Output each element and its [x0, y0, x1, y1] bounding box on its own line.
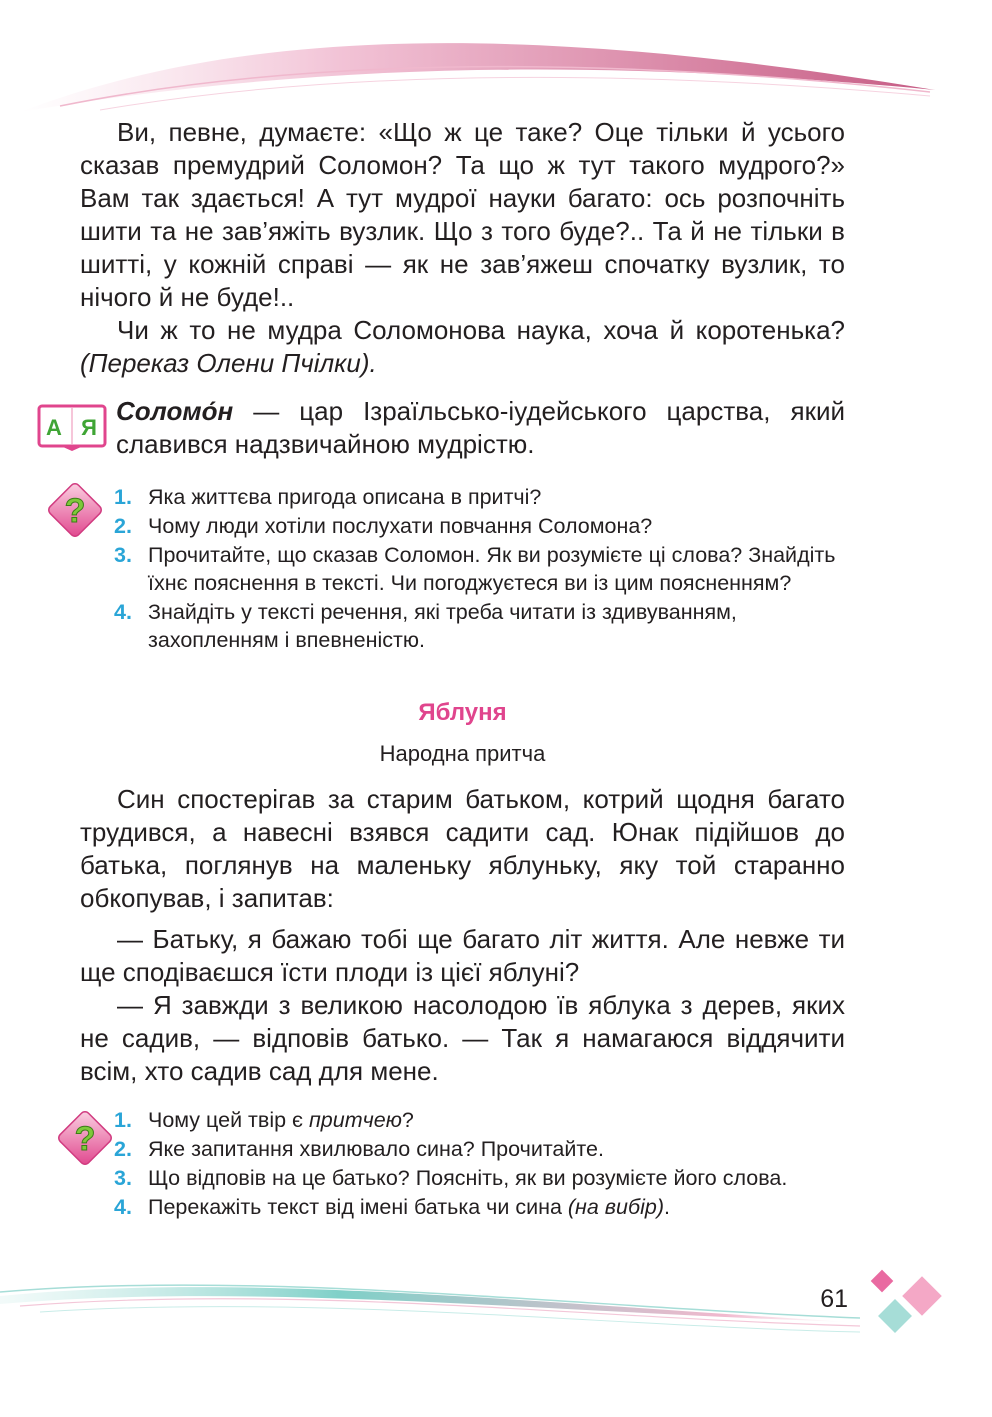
dictionary-book-icon [37, 403, 107, 451]
item-text: ? [401, 1108, 414, 1132]
list-item [114, 1135, 854, 1163]
item-number: 4. [114, 1195, 132, 1219]
item-text-italic: (на вибір) [567, 1195, 664, 1219]
item-text: Чому цей твір є [148, 1108, 309, 1132]
paragraph [80, 314, 845, 380]
item-number: 4. [114, 600, 132, 624]
item-number: 2. [114, 514, 132, 538]
item-number: 1. [114, 485, 132, 509]
list-item [114, 598, 854, 654]
question-mark-glyph: ? [74, 1120, 96, 1158]
source-attribution: (Переказ Олени Пчілки). [80, 348, 377, 378]
item-text: Прочитайте, що сказав Соломон. Як ви розумієте ці слова? Знайдіть їхнє пояснення в тексті. Чи погоджуєтеся ви із цим поясненням? [148, 543, 836, 595]
top-decorative-swoosh [0, 0, 992, 130]
question-diamond-icon [44, 479, 106, 541]
paragraph: Син спостерігав за старим батьком, котрий щодня багато трудився, а навесні взявся садити сад. Юнак підійшов до батька, поглянув на маленьку яблуньку, яку той старанно обкопував, і запитав: [80, 784, 845, 913]
list-item [114, 1106, 854, 1134]
dictionary-term: Соломо́н [116, 396, 234, 426]
item-text: . [663, 1195, 670, 1219]
question-mark-glyph: ? [64, 492, 86, 530]
story-title: Яблуня [418, 699, 507, 726]
item-text: Яке запитання хвилювало сина? Прочитайте. [148, 1137, 604, 1161]
bottom-decorative-swoosh [0, 1262, 992, 1372]
dict-letter-a: А [46, 415, 62, 440]
passage-apple-tree [80, 783, 845, 1088]
paragraph-text: Чи ж то не мудра Соломонова наука, хоча й коротенька? [117, 315, 845, 345]
decorative-diamonds [862, 1262, 958, 1342]
questions-list-2 [114, 1106, 854, 1222]
item-text: Чому люди хотіли послухати повчання Соломона? [148, 514, 653, 538]
paragraph: — Я завжди з великою насолодою їв яблука з дерев, яких не садив, — відповів батько. — Так я намагаюся віддячити всім, хто садив сад для мене. [80, 990, 845, 1086]
dictionary-definition: — цар Ізраїльсько-іудейського царства, який славився надзвичайною мудрістю. [116, 396, 845, 459]
questions-list-1 [114, 483, 854, 655]
list-item [114, 1164, 854, 1192]
list-item [114, 512, 854, 540]
paragraph: Ви, певне, думаєте: «Що ж це таке? Оце тільки й усього сказав премудрий Соломон? Та що ж тут такого мудрого?» Вам так здається! А тут мудрої науки багато: ось розпочніть шити та не зав’яжіть вузлик. Що з того буде?.. Та й не тільки в шитті, у кожній справі — як не зав’яжеш спочатку вузлик, то нічого й не буде!.. [80, 117, 845, 312]
page-number: 61 [820, 1285, 848, 1313]
list-item [114, 1193, 854, 1221]
item-text: Знайдіть у тексті речення, які треба читати із здивуванням, захопленням і впевненістю. [148, 600, 737, 652]
item-text: Перекажіть текст від імені батька чи сина [148, 1195, 568, 1219]
item-number: 2. [114, 1137, 132, 1161]
dictionary-entry [116, 395, 845, 461]
passage-solomon [80, 116, 845, 380]
item-text: Яка життєва пригода описана в притчі? [148, 485, 542, 509]
item-text-italic: притчею [308, 1108, 402, 1132]
story-subtitle: Народна притча [379, 741, 546, 766]
dict-letter-ya: Я [81, 415, 97, 440]
paragraph: — Батьку, я бажаю тобі ще багато літ життя. Але невже ти ще сподіваєшся їсти плоди із цієї яблуні? [80, 924, 845, 987]
item-number: 3. [114, 1166, 132, 1190]
item-number: 3. [114, 543, 132, 567]
list-item [114, 483, 854, 511]
item-text: Що відповів на це батько? Поясніть, як ви розумієте його слова. [148, 1166, 788, 1190]
list-item [114, 541, 854, 597]
question-diamond-icon [54, 1107, 116, 1169]
item-number: 1. [114, 1108, 132, 1132]
